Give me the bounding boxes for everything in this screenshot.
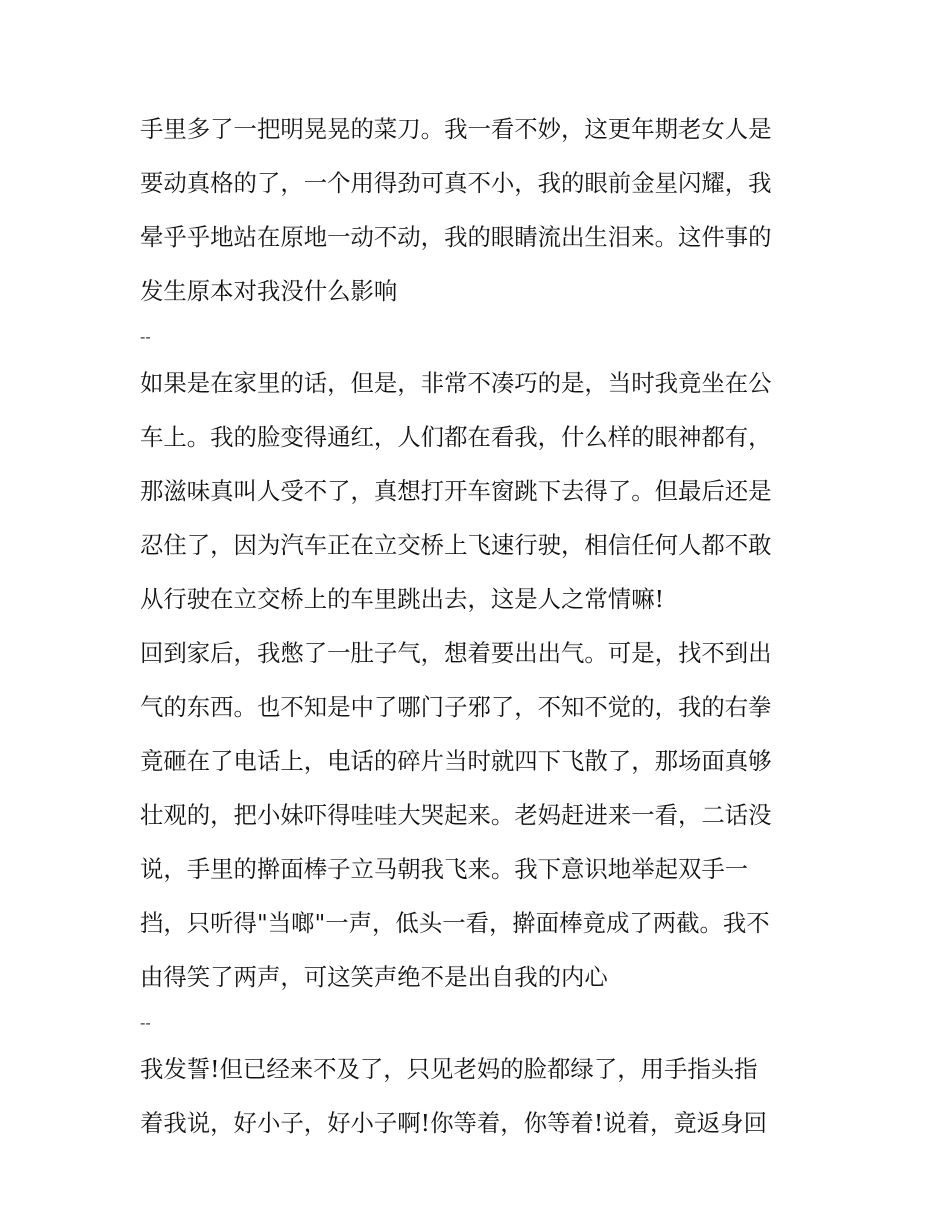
text-line: 我发誓!但已经来不及了，只见老妈的脸都绿了，用手指头指 [140, 1055, 758, 1083]
text-line: 气的东西。也不知是中了哪门子邪了，不知不觉的，我的右拳 [140, 693, 772, 721]
text-line: 壮观的，把小妹吓得哇哇大哭起来。老妈赶进来一看，二话没 [140, 801, 772, 829]
text-line: 要动真格的了，一个用得劲可真不小，我的眼前金星闪耀，我 [140, 169, 772, 197]
text-line: 挡，只听得"当啷"一声，低头一看，擀面棒竟成了两截。我不 [140, 909, 770, 937]
separator: -- [140, 1013, 151, 1032]
separator: -- [140, 327, 151, 346]
text-line: 从行驶在立交桥上的车里跳出去，这是人之常情嘛! [140, 585, 664, 613]
text-line: 手里多了一把明晃晃的菜刀。我一看不妙，这更年期老女人是 [140, 115, 772, 143]
text-line: 车上。我的脸变得通红，人们都在看我，什么样的眼神都有， [140, 423, 772, 451]
text-line: 说，手里的擀面棒子立马朝我飞来。我下意识地举起双手一 [140, 855, 749, 883]
document-page [140, 102, 820, 1150]
text-line: 竟砸在了电话上，电话的碎片当时就四下飞散了，那场面真够 [140, 747, 772, 775]
text-line: 发生原本对我没什么影响 [140, 277, 398, 305]
text-line: 回到家后，我憋了一肚子气，想着要出出气。可是，找不到出 [140, 639, 772, 667]
text-line: 如果是在家里的话，但是，非常不凑巧的是，当时我竟坐在公 [140, 369, 772, 397]
text-line: 着我说，好小子，好小子啊!你等着，你等着!说着，竟返身回 [140, 1109, 767, 1137]
text-line: 忍住了，因为汽车正在立交桥上飞速行驶，相信任何人都不敢 [140, 531, 772, 559]
text-line: 晕乎乎地站在原地一动不动，我的眼睛流出生泪来。这件事的 [140, 223, 772, 251]
text-line: 由得笑了两声，可这笑声绝不是出自我的内心 [140, 963, 608, 991]
text-line: 那滋味真叫人受不了，真想打开车窗跳下去得了。但最后还是 [140, 477, 772, 505]
